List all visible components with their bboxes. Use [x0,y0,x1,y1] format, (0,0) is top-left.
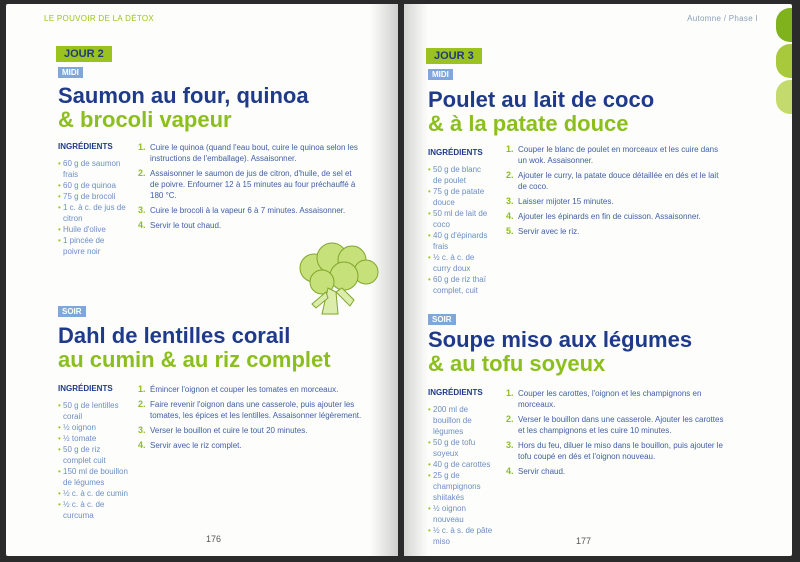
recipe-title-lunch [58,84,309,132]
ingredients-list [428,164,490,296]
ingredients-list [58,400,130,521]
ingredient-item: • ½ oignon [58,422,130,433]
recipe-title-sub: au cumin & au riz complet [58,347,331,372]
ingredient-item: • 60 g de saumon frais [58,158,126,180]
step-number: 3. [506,196,514,206]
recipe-title-dinner [58,324,331,372]
step-number: 2. [138,399,146,409]
step-text: Servir chaud. [518,467,566,476]
ingredient-item: • ½ tomate [58,433,130,444]
ingredient-item: • 60 g de quinoa [58,180,126,191]
ingredient-item: • Huile d'olive [58,224,126,235]
running-head: Automne / Phase I [687,14,758,23]
ingredient-item: • 40 g d'épinards frais [428,230,490,252]
day-badge: JOUR 3 [426,48,482,64]
step-text: Cuire le brocoli à la vapeur 6 à 7 minutes. Assaisonner. [150,206,346,215]
step-text: Verser le bouillon et cuire le tout 20 minutes. [150,426,308,435]
recipe-title-lunch [428,88,654,136]
step-text: Verser le bouillon dans une casserole. Ajouter les carottes et les champignons et les cuire 10 minutes. [518,415,724,435]
step-text: Couper le blanc de poulet en morceaux et les cuire dans un wok. Assaisonner. [518,145,719,165]
day-badge: JOUR 2 [56,46,112,62]
ingredients-heading: INGRÉDIENTS [58,142,113,151]
recipe-title-main: Poulet au lait de coco [428,87,655,112]
steps-list [506,144,726,241]
ingredient-item: • ½ oignon nouveau [428,503,494,525]
step-number: 1. [138,142,146,152]
recipe-title-sub: & à la patate douce [428,111,629,136]
step-number: 4. [506,466,514,476]
step-number: 3. [138,205,146,215]
ingredient-item: • 60 g de riz thaï complet, cuit [428,274,490,296]
ingredients-list [58,158,126,257]
step-number: 2. [138,168,146,178]
left-page [6,4,398,556]
steps-list [138,384,364,455]
meal-badge-lunch: MIDI [58,67,83,78]
step-item [138,205,358,216]
step-number: 2. [506,170,514,180]
step-text: Ajouter les épinards en fin de cuisson. Assaisonner. [518,212,701,221]
step-item [138,142,358,164]
step-item [506,466,732,477]
step-item [138,168,358,201]
step-number: 1. [506,388,514,398]
ingredient-item: • 50 g de riz complet cuit [58,444,130,466]
ingredient-item: • 1 c. à c. de jus de citron [58,202,126,224]
ingredient-item: • 50 g de blanc de poulet [428,164,490,186]
section-tabs [762,4,792,124]
step-item [138,425,364,436]
section-tab [776,44,792,78]
step-text: Ajouter le curry, la patate douce détaillée en dés et le lait de coco. [518,171,719,191]
recipe-title-dinner [428,328,692,376]
meal-badge-dinner: SOIR [58,306,86,317]
recipe-title-main: Soupe miso aux légumes [428,327,693,352]
step-item [138,384,364,395]
step-item [506,414,732,436]
step-item [506,226,726,237]
ingredients-heading: INGRÉDIENTS [428,388,483,397]
step-item [138,440,364,451]
step-text: Laisser mijoter 15 minutes. [518,197,614,206]
ingredient-item: • 50 g de tofu soyeux [428,437,494,459]
ingredient-item: • 150 ml de bouillon de légumes [58,466,130,488]
step-number: 2. [506,414,514,424]
step-number: 5. [506,226,514,236]
meal-badge-dinner: SOIR [428,314,456,325]
step-number: 1. [506,144,514,154]
ingredient-item: • 25 g de champignons shiitakés [428,470,494,503]
ingredient-item: • ½ c. à c. de cumin [58,488,130,499]
ingredient-item: • 40 g de carottes [428,459,494,470]
ingredient-item: • ½ c. à s. de pâte miso [428,525,494,547]
step-item [506,196,726,207]
section-tab [776,8,792,42]
recipe-title-sub: & brocoli vapeur [58,107,232,132]
ingredient-item: • 50 ml de lait de coco [428,208,490,230]
step-number: 3. [138,425,146,435]
step-text: Hors du feu, diluer le miso dans le bouillon, puis ajouter le tofu coupé en dés et l'oignon nouveau. [518,441,724,461]
step-text: Couper les carottes, l'oignon et les champignons en morceaux. [518,389,702,409]
steps-list [138,142,358,235]
page-number: 176 [206,534,222,544]
step-item [506,440,732,462]
steps-list [506,388,732,481]
section-tab [776,80,792,114]
ingredient-item: • 1 pincée de poivre noir [58,235,126,257]
ingredient-item: • ½ c. à c. de curcuma [58,499,130,521]
meal-badge-lunch: MIDI [428,69,453,80]
ingredient-item: • 75 g de patate douce [428,186,490,208]
step-text: Servir le tout chaud. [150,221,222,230]
step-item [138,399,364,421]
step-number: 4. [138,220,146,230]
step-text: Émincer l'oignon et couper les tomates en morceaux. [150,385,339,394]
step-text: Faire revenir l'oignon dans une casserole, puis ajouter les tomates, les épices et les lentilles. Assaisonner légèrement. [150,400,362,420]
step-item [506,170,726,192]
ingredients-heading: INGRÉDIENTS [58,384,113,393]
gutter-shadow [404,4,428,556]
ingredients-heading: INGRÉDIENTS [428,148,483,157]
step-item [506,144,726,166]
ingredients-list [428,404,494,547]
right-page [404,4,792,556]
step-number: 1. [138,384,146,394]
step-item [506,388,732,410]
ingredient-item: • 50 g de lentilles corail [58,400,130,422]
step-number: 4. [506,211,514,221]
step-number: 3. [506,440,514,450]
step-text: Cuire le quinoa (quand l'eau bout, cuire le quinoa selon les instructions de l'emballage). Assaisonner. [150,143,358,163]
step-number: 4. [138,440,146,450]
recipe-title-main: Dahl de lentilles corail [58,323,291,348]
recipe-title-sub: & au tofu soyeux [428,351,606,376]
step-item [138,220,358,231]
page-number: 177 [576,536,592,546]
ingredient-item: • 200 ml de bouillon de légumes [428,404,494,437]
step-text: Assaisonner le saumon de jus de citron, d'huile, de sel et de poivre. Enfourner 12 à 15 minutes au four préchauffé à 180 °C. [150,169,356,200]
step-text: Servir avec le riz complet. [150,441,242,450]
step-text: Servir avec le riz. [518,227,580,236]
recipe-title-main: Saumon au four, quinoa [58,83,309,108]
broccoli-icon [292,240,384,320]
ingredient-item: • 75 g de brocoli [58,191,126,202]
step-item [506,211,726,222]
ingredient-item: • ½ c. à c. de curry doux [428,252,490,274]
running-head: LE POUVOIR DE LA DÉTOX [44,14,155,23]
